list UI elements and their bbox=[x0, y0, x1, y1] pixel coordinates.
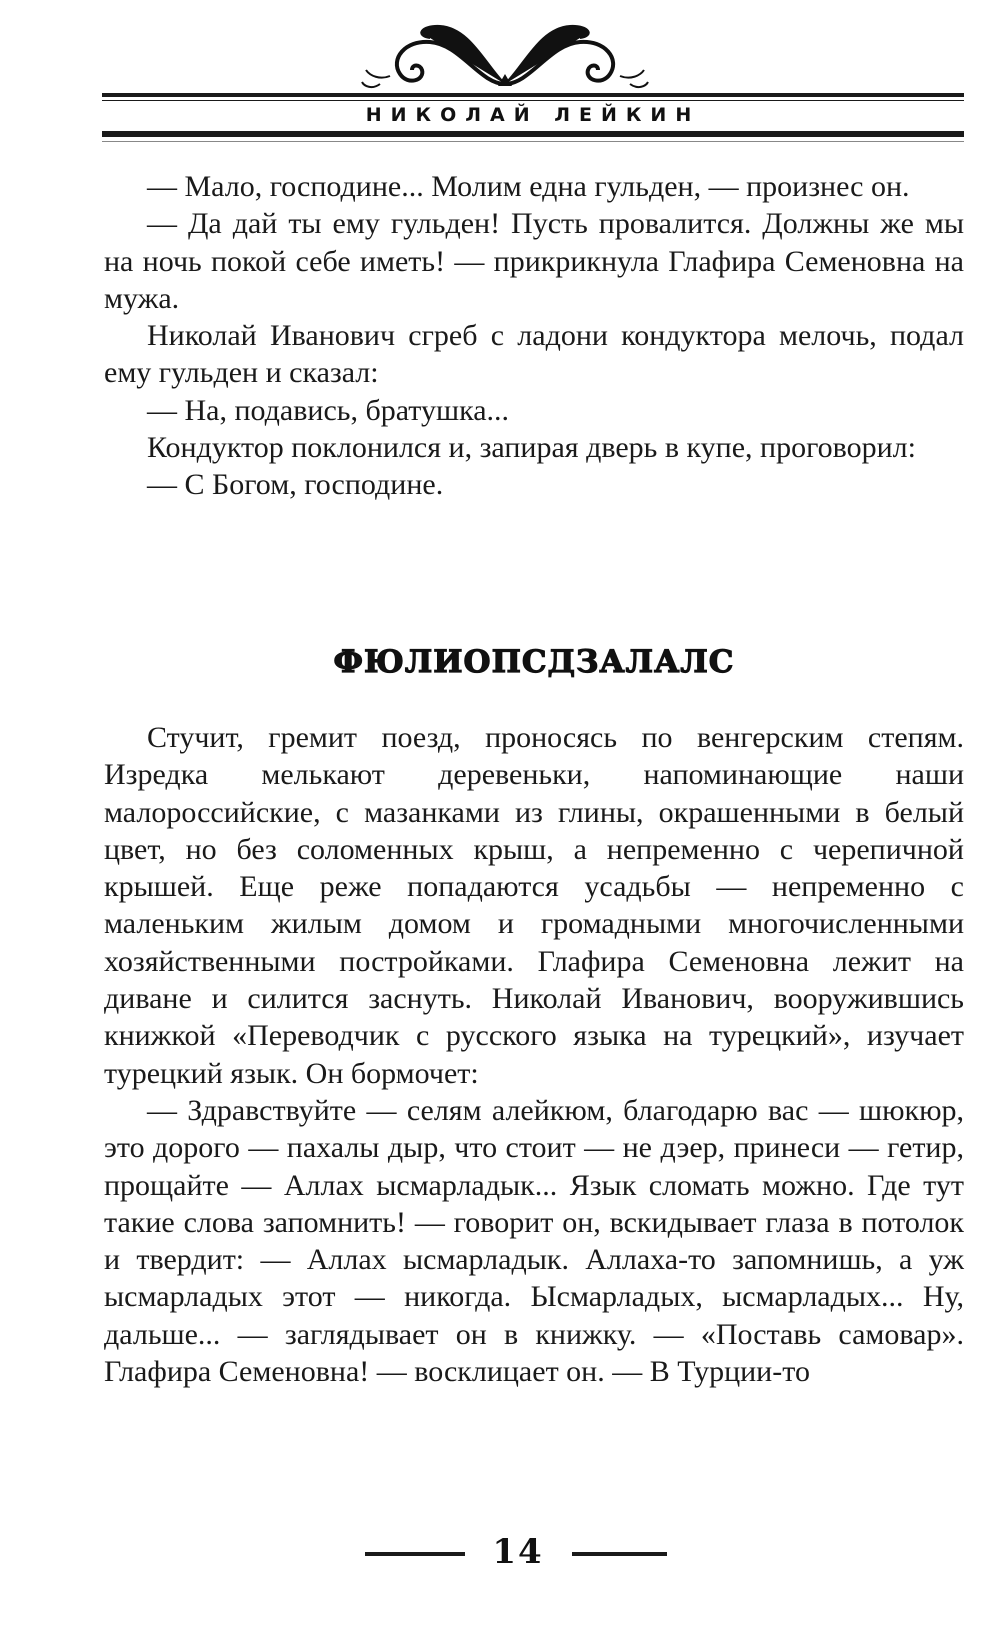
paragraph: Кондуктор поклонился и, запирая дверь в купе, проговорил: bbox=[147, 431, 916, 465]
page-footer bbox=[0, 1532, 1000, 1572]
page-number: 14 bbox=[492, 1532, 544, 1572]
text-section-chapter-body bbox=[104, 719, 964, 1390]
footer-rule-left bbox=[365, 1552, 465, 1556]
header-rule-hairline bbox=[102, 141, 964, 142]
paragraph: — Мало, господине... Молим една гульден, — произнес он. bbox=[147, 170, 910, 203]
paragraph: Николай Иванович сгреб с ладони кондуктора мелочь, подал ему гульден и сказал: bbox=[104, 319, 964, 390]
paragraph: — Здравствуйте — селям алейкюм, благодарю вас — шюкюр, это дорого — пахалы дыр, что стоит — не дэер, принеси — гетир, прощайте — Аллах ысмарладык... Язык сломать можно. Где тут такие слова запомнить! — говорит он, вскидывает глаза в потолок и твердит: — Аллах ысмарладык. Аллаха-то запомнишь, а уж ысмарладых этот — никогда. Ысмарладых, ысмарладых... Ну, дальше... — заглядывает он в книжку. — «Поставь самовар». Глафира Семеновна! — восклицает он. — В Турции-то bbox=[104, 1093, 964, 1389]
header-rule-bottom bbox=[102, 131, 964, 137]
chapter-title: ФЮЛИОПСДЗАЛАЛС bbox=[333, 644, 735, 680]
paragraph: — Да дай ты ему гульден! Пусть провалится. Должны же мы на ночь покой себе иметь! — прикрикнула Глафира Семеновна на мужа. bbox=[104, 207, 964, 315]
flourish-ornament-icon bbox=[360, 14, 650, 98]
running-head: НИКОЛАЙ ЛЕЙКИН bbox=[365, 104, 701, 126]
paragraph: — На, подавись, братушка... bbox=[147, 393, 510, 427]
text-section-previous-chapter bbox=[104, 168, 964, 504]
header-rule-thin bbox=[102, 100, 964, 101]
footer-rule-right bbox=[572, 1552, 667, 1556]
paragraph: Стучит, гремит поезд, проносясь по венгерским степям. Изредка мелькают деревеньки, напоминающие наши малороссийские, с мазанками из глины, окрашенными в белый цвет, но без соломенных крыш, а непременно с черепичной крышей. Еще реже попадаются усадьбы — непременно с маленьким жилым домом и громадными многочисленными хозяйственными постройками. Глафира Семеновна лежит на диване и силится заснуть. Николай Иванович, вооружившись книжкой «Переводчик с русского языка на турецкий», изучает турецкий язык. Он бормочет: bbox=[104, 721, 964, 1090]
header-rule-top bbox=[102, 93, 964, 97]
paragraph: — С Богом, господине. bbox=[147, 468, 444, 502]
